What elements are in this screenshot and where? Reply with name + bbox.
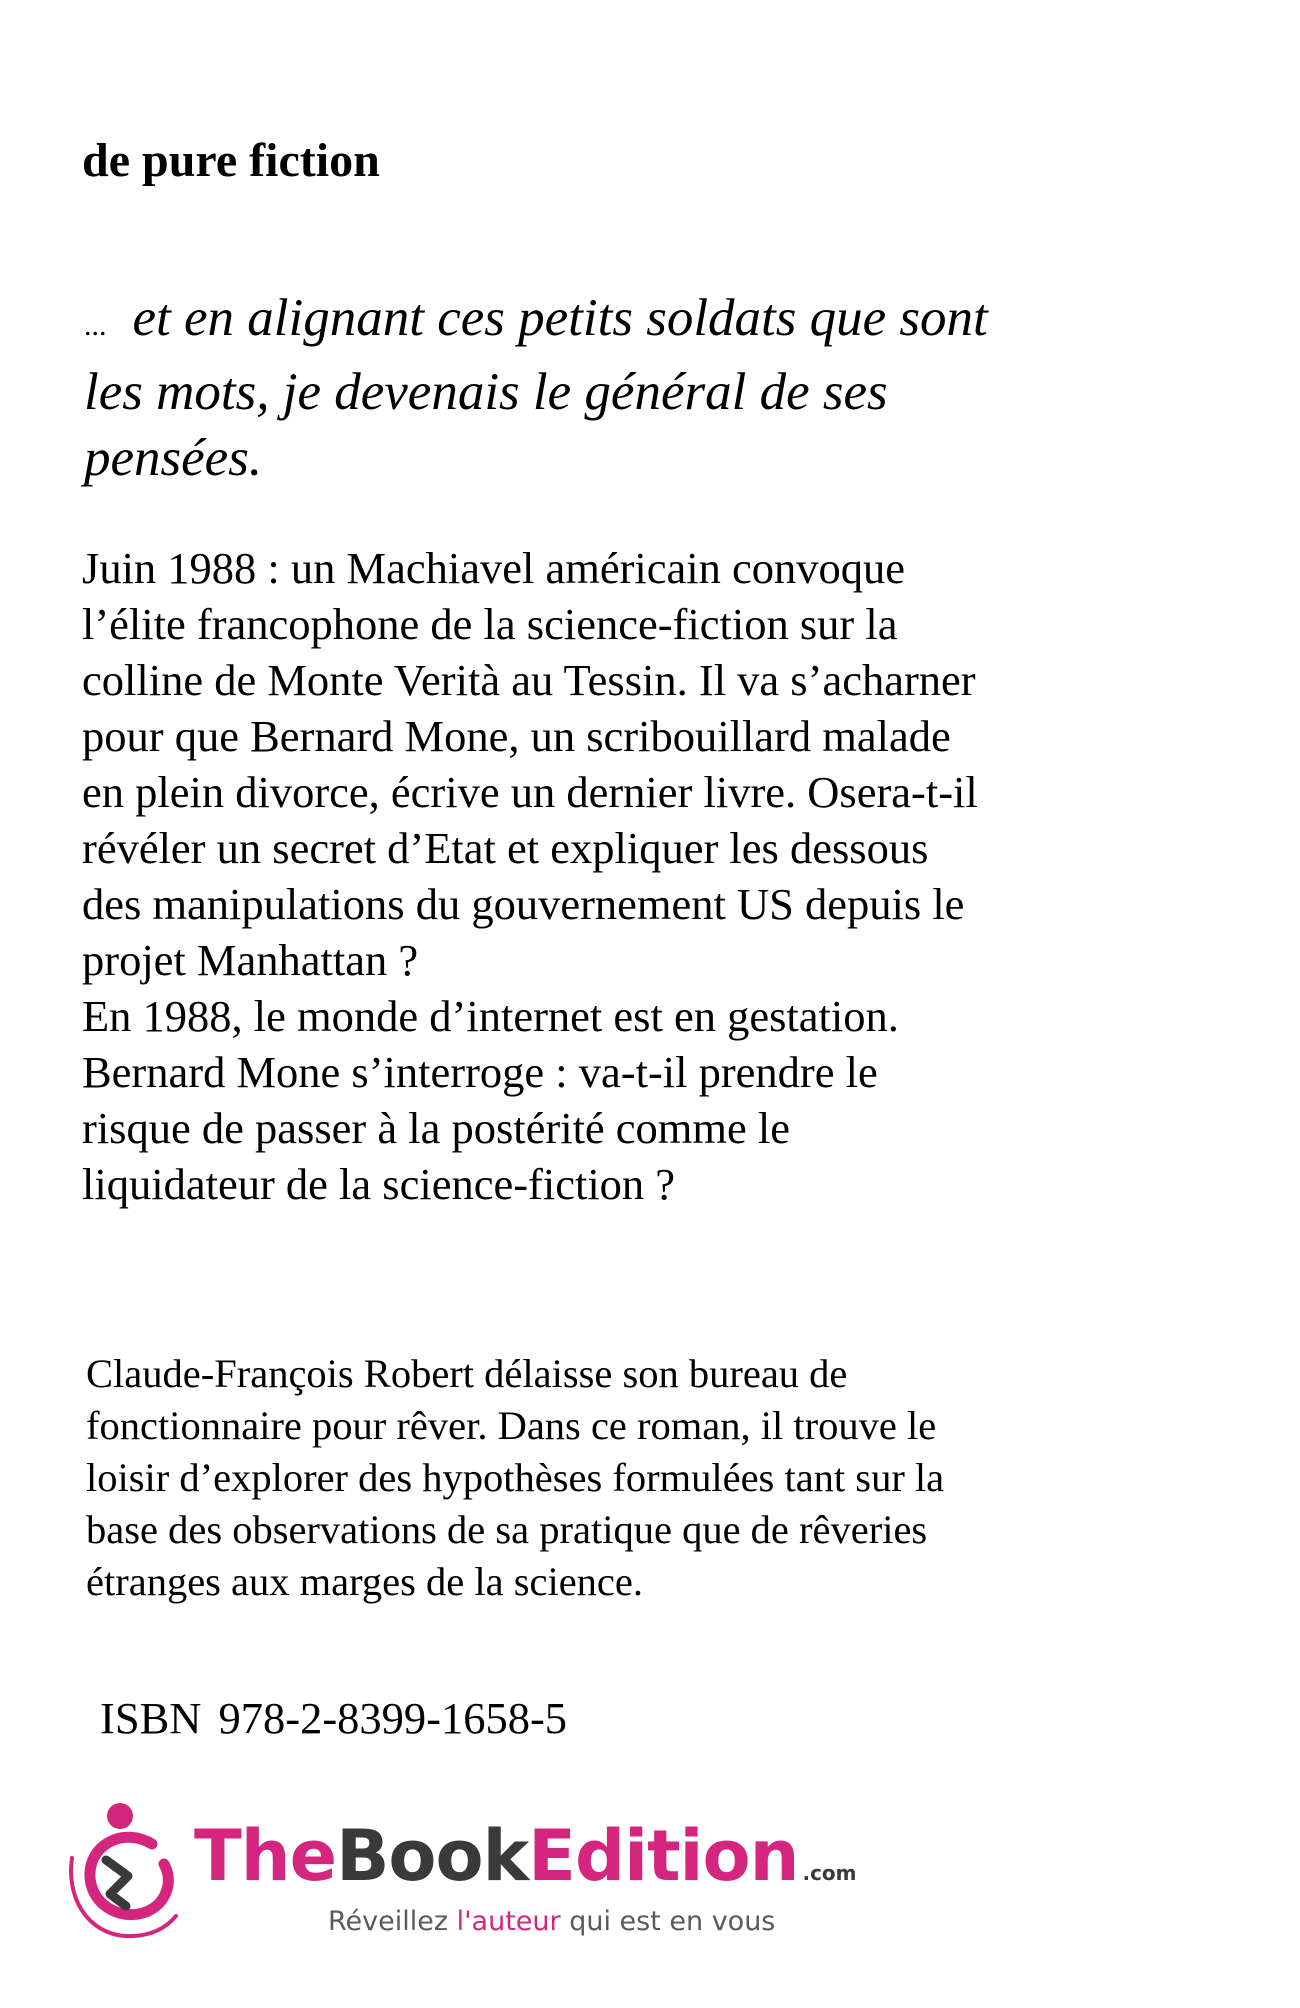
- tagline-part: Réveillez: [328, 1906, 457, 1937]
- author-bio: [86, 1348, 944, 1608]
- synopsis-line: projet Manhattan ?: [82, 935, 419, 985]
- quote-ellipsis: ...: [84, 309, 107, 342]
- author-bio-line: loisir d’explorer des hypothèses formulées tant sur la: [86, 1455, 945, 1500]
- publisher-wordmark: [194, 1816, 857, 1913]
- quote-line: [84, 285, 1144, 359]
- synopsis-line: risque de passer à la postérité comme le: [82, 1103, 791, 1153]
- author-bio-line: base des observations de sa pratique que de rêveries: [86, 1507, 928, 1552]
- tagline-accent: l'auteur: [456, 1906, 561, 1937]
- synopsis-line: en plein divorce, écrive un dernier livre. Osera-t-il: [82, 767, 978, 817]
- person-swirl-icon: [66, 1798, 186, 1938]
- tagline-part: qui est en vous: [560, 1906, 776, 1937]
- brand-the: The: [194, 1815, 337, 1897]
- brand-edition: Edition: [528, 1815, 799, 1897]
- synopsis-line: l’élite francophone de la science-fiction sur la: [82, 599, 898, 649]
- publisher-logo: [66, 1798, 866, 1978]
- publisher-tagline: [328, 1906, 775, 1938]
- synopsis-line: Juin 1988 : un Machiavel américain convoque: [82, 543, 906, 593]
- quote-block: [84, 285, 1144, 491]
- synopsis-line: colline de Monte Verità au Tessin. Il va s’acharner: [82, 655, 976, 705]
- author-bio-line: étranges aux marges de la science.: [86, 1559, 643, 1604]
- synopsis-paragraph: [82, 540, 978, 1212]
- synopsis-line: Bernard Mone s’interroge : va-t-il prendre le: [82, 1047, 878, 1097]
- isbn-number: ISBN 978-2-8399-1658-5: [100, 1693, 568, 1743]
- quote-line: les mots, je devenais le général de ses: [84, 363, 888, 421]
- brand-tld: .com: [802, 1861, 857, 1885]
- synopsis-line: révéler un secret d’Etat et expliquer les dessous: [82, 823, 929, 873]
- synopsis-line: liquidateur de la science-fiction ?: [82, 1159, 676, 1209]
- synopsis-line: En 1988, le monde d’internet est en gestation.: [82, 991, 899, 1041]
- synopsis-line: des manipulations du gouvernement US depuis le: [82, 879, 965, 929]
- author-bio-line: Claude-François Robert délaisse son bureau de: [86, 1351, 848, 1396]
- quote-line: pensées.: [84, 429, 263, 487]
- author-bio-line: fonctionnaire pour rêver. Dans ce roman, il trouve le: [86, 1403, 937, 1448]
- page-heading: de pure fiction: [82, 134, 380, 187]
- brand-book: Book: [336, 1815, 529, 1897]
- synopsis-line: pour que Bernard Mone, un scribouillard malade: [82, 711, 951, 761]
- quote-line-text: et en alignant ces petits soldats que sont: [132, 289, 988, 347]
